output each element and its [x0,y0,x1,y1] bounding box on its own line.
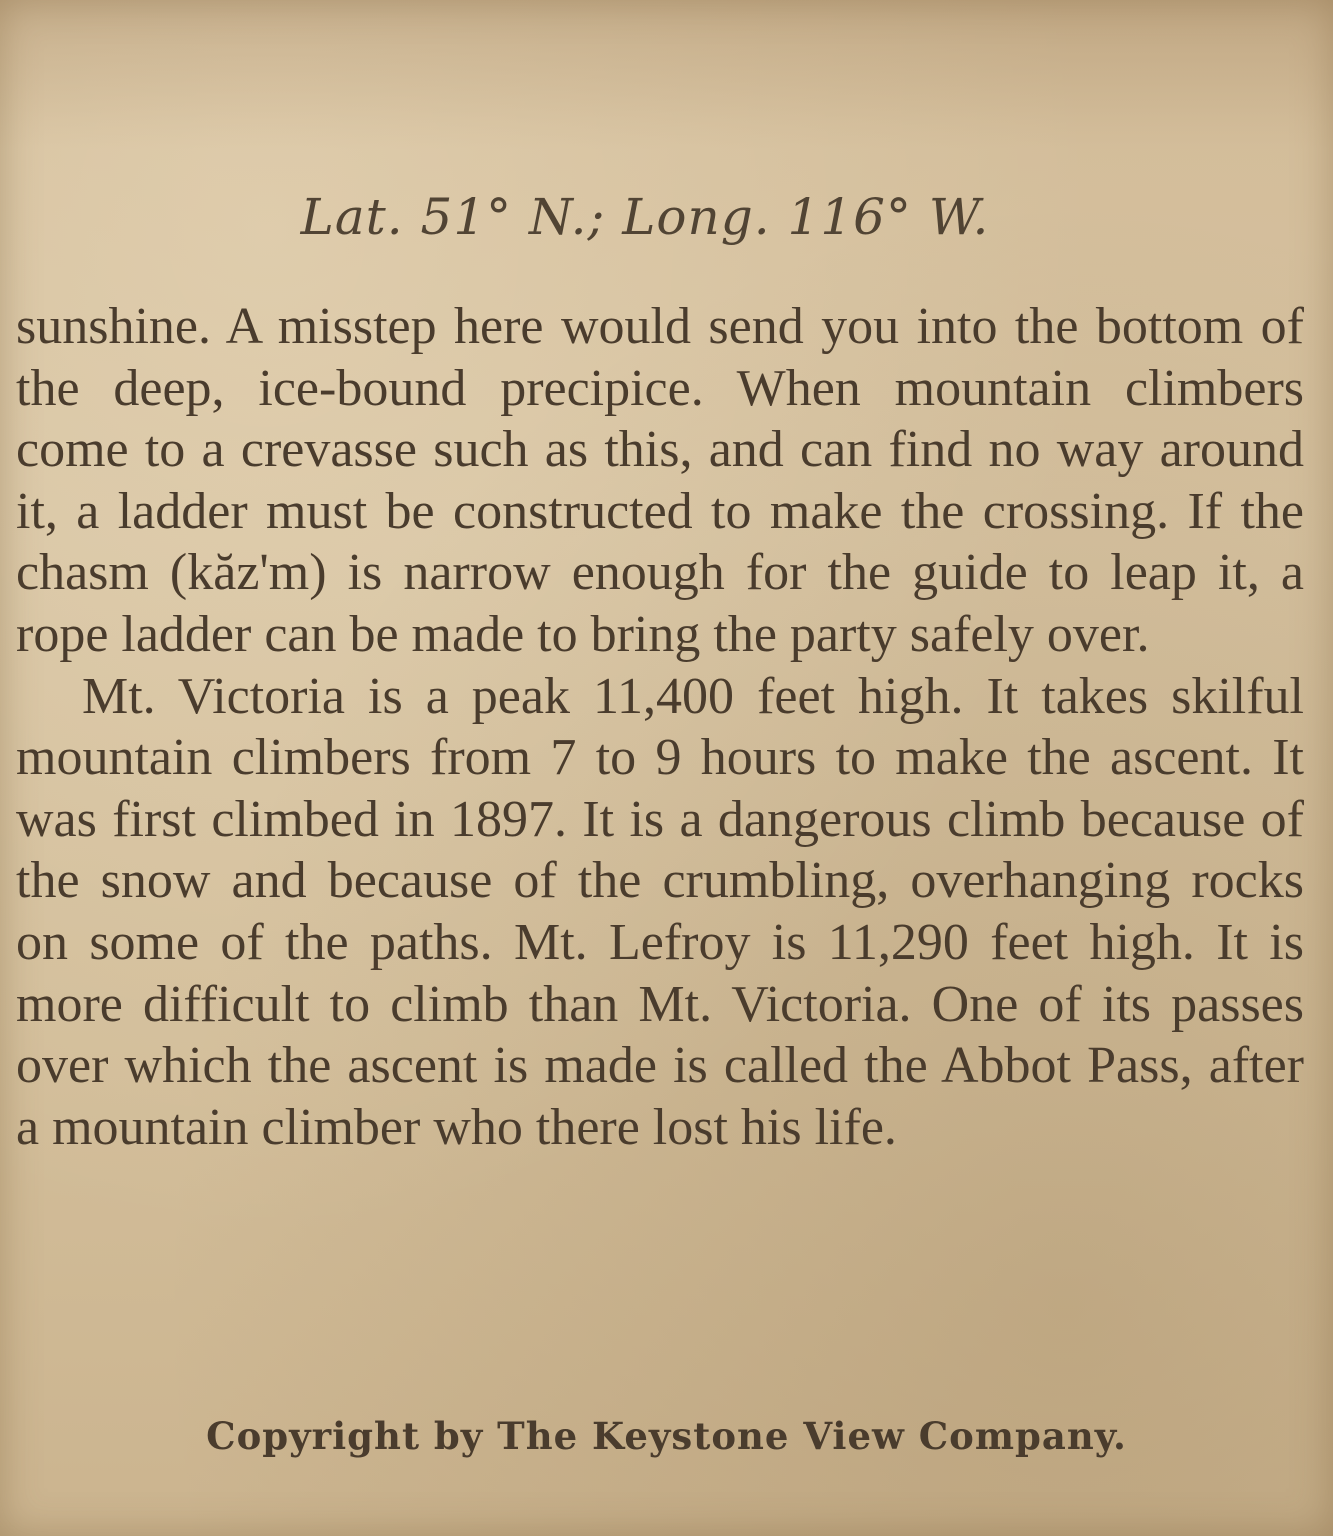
copyright-notice: Copyright by The Keystone View Company. [206,1414,1127,1458]
card-top-band [0,0,1333,150]
paragraph-2: Mt. Victoria is a peak 11,400 feet high. It takes skilful mountain climbers from 7 to 9 hours to make the ascent. It was first climbed in 1897. It is a dangerous climb because of the snow and because of the crumbling, overhanging rocks on some of the paths. Mt. Lefroy is 11,290 feet high. It is more difficult to climb than Mt. Victoria. One of its passes over which the ascent is made is called the Abbot Pass, after a mountain climber who there lost his life. [16,667,1304,1156]
description-text [16,296,1304,1158]
coordinates-heading: Lat. 51° N.; Long. 116° W. [300,188,990,246]
paragraph-1: sunshine. A misstep here would send you into the bottom of the deep, ice-bound precipice. When mountain climbers come to a crevasse such as this, and can find no way around it, a ladder must be constructed to make the crossing. If the chasm (kăz'm) is narrow enough for the guide to leap it, a rope ladder can be made to bring the party safely over. [16,298,1304,663]
